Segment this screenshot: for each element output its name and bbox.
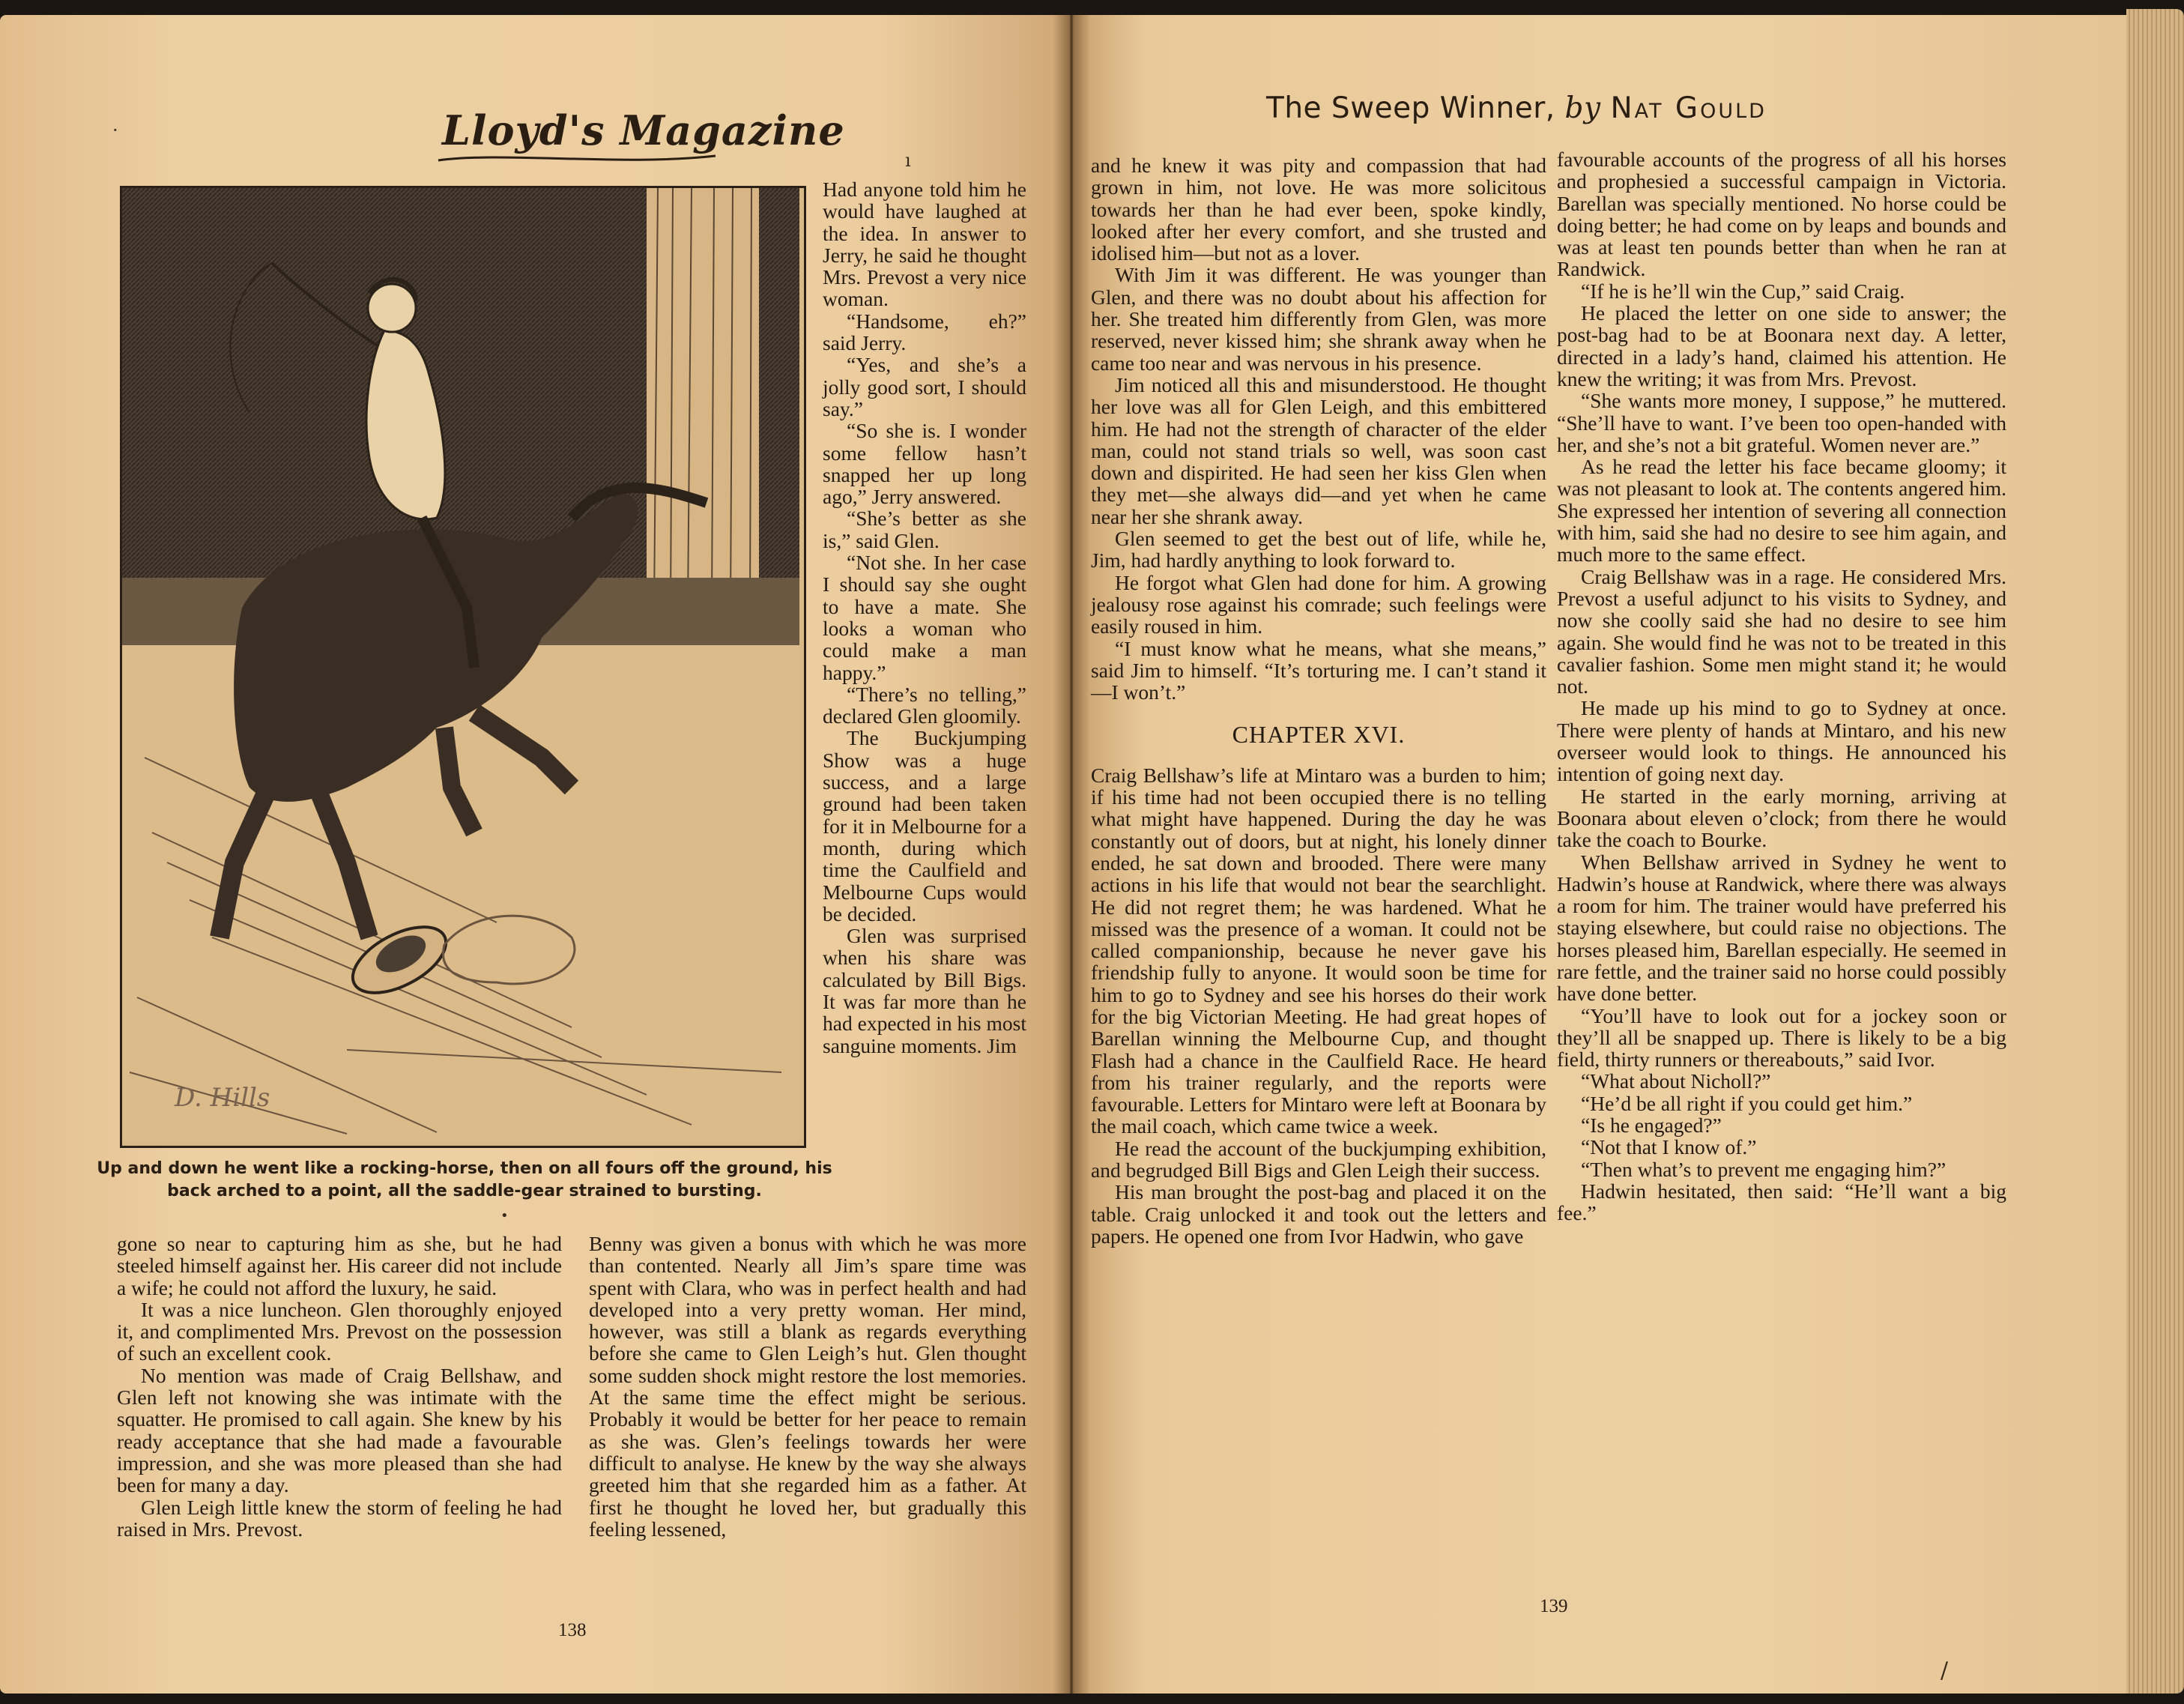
book-gutter	[1053, 15, 1090, 1694]
paragraph: He read the account of the buckjumping exhibition, and begrudged Bill Bigs and Glen Leigh their success.	[1091, 1136, 1546, 1182]
byline-by: by	[1564, 91, 1601, 125]
paragraph: “Not that I know of.”	[1581, 1135, 1757, 1159]
paragraph: “She wants more money, I suppose,” he muttered. “She’ll have to want. I’ve been too open-handed with her, and she’s not a bit grateful. Women never are.”	[1557, 389, 2006, 456]
paragraph: favourable accounts of the progress of all his horses and prophesied a successful campaign in Victoria. Barellan was specially mentioned. No horse could be doing better; he had come on by leaps and bounds and was at least ten pounds better than when he ran at Randwick.	[1557, 148, 2006, 281]
paragraph: “Then what’s to prevent me engaging him?”	[1581, 1157, 1946, 1181]
chapter-heading: CHAPTER XVI.	[1232, 721, 1406, 749]
masthead	[435, 103, 845, 171]
paragraph: Craig Bellshaw was in a rage. He considered Mrs. Prevost a useful adjunct to his visits to Sydney, and now she coolly said she had no desire to see him again. She would find he was not to be treated in this cavalier fashion. Some men might stand it; he would not.	[1557, 564, 2006, 698]
paragraph: “Handsome, eh?” said Jerry.	[823, 309, 1026, 355]
paragraph: Benny was given a bonus with which he was more than contented. Nearly all Jim’s spare time was spent with Clara, who was in perfect health and had developed into a very pretty woman. Her mind, however, was still a blank as regards everything before she came to Glen Leigh’s hut. Glen thought some sudden shock might restore the lost memories. At the same time the effect might be serious. Probably it would be better for her peace to remain as she was. Glen’s feelings towards her were difficult to analyse. He knew by the way she always greeted him that she regarded him as a father. At first he thought he loved her, but gradually this feeling lessened,	[589, 1232, 1026, 1541]
paragraph: “What about Nicholl?”	[1581, 1069, 1771, 1093]
page-number-left: 138	[558, 1620, 587, 1640]
running-head	[1266, 91, 1836, 136]
page-number-right: 139	[1540, 1596, 1568, 1616]
paragraph: “There’s no telling,” declared Glen gloomily.	[823, 682, 1026, 728]
paragraph: Glen Leigh little knew the storm of feeling he had raised in Mrs. Prevost.	[117, 1495, 562, 1541]
paragraph: Craig Bellshaw’s life at Mintaro was a burden to him; if his time had not been occupied there is no telling what might have happened. During the day he was constantly out of doors, but at night, his lonely dinner ended, he sat down and brooded. There were many actions in his life that would not bear the searchlight. He did not regret them; he was hardened. What he missed was the presence of a woman. It could not be called companionship, because he never gave his friendship fully to anyone. It would soon be time for him to go to Sydney and see his horses do their work for the big Victorian Meeting. He had great hopes of Barellan winning the Melbourne Cup, and thought Flash had a chance in the Caulfield Race. He heard from his trainer regularly, and the reports were favourable. Letters for Mintaro were left at Boonara by the mail coach, which came twice a week.	[1091, 763, 1546, 1138]
paragraph: Had anyone told him he would have laughed at the idea. In answer to Jerry, he said he thought Mrs. Prevost a very nice woman.	[823, 178, 1026, 311]
illustration-drawing	[122, 188, 799, 1141]
pencil-mark: /	[1941, 1658, 1949, 1684]
masthead-swash	[435, 150, 719, 166]
paragraph: “So she is. I wonder some fellow hasn’t snapped her up long ago,” Jerry answered.	[823, 419, 1026, 509]
author-name: Nat Gould	[1610, 91, 1767, 125]
paragraph: The Buckjumping Show was a huge success, and a large ground had been taken for it in Melbourne for a month, during which time the Caulfield and Melbourne Cups would be decided.	[823, 726, 1026, 925]
paragraph: “You’ll have to look out for a jockey soon or they’ll all be snapped up. There is likely to be a big field, thirty runners or thereabouts,” said Ivor.	[1557, 1003, 2006, 1072]
masthead-title: Lloyd's Magazine	[442, 106, 845, 154]
paragraph: As he read the letter his face became gloomy; it was not pleasant to look at. The contents angered him. She expressed her intention of severing all connection with him, said she had no desire to see him again, and much more to the same effect.	[1557, 455, 2006, 567]
paragraph: Glen seemed to get the best out of life, while he, Jim, had hardly anything to look forward to.	[1091, 527, 1546, 572]
paragraph: Glen was surprised when his share was calculated by Bill Bigs. It was far more than he had expected in his most sanguine moments. Jim	[823, 924, 1026, 1057]
left-side-column	[823, 178, 1026, 1057]
paragraph: When Bellshaw arrived in Sydney he went to Hadwin’s house at Randwick, where there was always a room for him. The trainer would have preferred his staying elsewhere, but could raise no objections. The horses pleased him, Barellan especially. He seemed in rare fettle, and the trainer said no horse could possibly have done better.	[1557, 850, 2006, 1006]
paragraph: It was a nice luncheon. Glen thoroughly enjoyed it, and complimented Mrs. Prevost on the possession of such an excellent cook.	[117, 1297, 562, 1365]
right-column-2	[1557, 148, 2006, 1224]
paragraph: His man brought the post-bag and placed it on the table. Craig unlocked it and took out the letters and papers. He opened one from Ivor Hadwin, who gave	[1091, 1180, 1546, 1248]
paragraph: gone so near to capturing him as she, but he had steeled himself against her. His career did not include a wife; he could not afford the luxury, he said.	[117, 1232, 562, 1299]
paragraph: “Yes, and she’s a jolly good sort, I should say.”	[823, 353, 1026, 420]
page-edges	[2126, 9, 2184, 1694]
paragraph: “I must know what he means, what she means,” said Jim to himself. “It’s torturing me. I can’t stand it—I won’t.”	[1091, 636, 1546, 704]
paragraph: He started in the early morning, arriving at Boonara about eleven o’clock; from there he would take the coach to Bourke.	[1557, 784, 2006, 852]
left-bottom-column-1	[117, 1233, 562, 1540]
illustration-signature: D. Hills	[175, 1083, 270, 1113]
paragraph: “If he is he’ll win the Cup,” said Craig.	[1581, 279, 1905, 303]
paragraph: He made up his mind to go to Sydney at once. There were plenty of hands at Mintaro, and his new overseer would look to things. He announced his intention of going next day.	[1557, 696, 2006, 786]
left-bottom-column-2	[589, 1233, 1026, 1540]
paragraph: “She’s better as she is,” said Glen.	[823, 507, 1026, 552]
paragraph: With Jim it was different. He was younger than Glen, and there was no doubt about his affection for her. She treated him differently from Glen, was more reserved, never kissed him; she shrank away when he came too near and was nervous in his presence.	[1091, 263, 1546, 375]
paragraph: He placed the letter on one side to answer; the post-bag had to be at Boonara next day. A letter, directed in a lady’s hand, claimed his attention. He knew the writing; it was from Mrs. Prevost.	[1557, 301, 2006, 390]
paragraph: and he knew it was pity and compassion that had grown in him, not love. He was more solicitous towards her than he had ever been, spoke kindly, looked after her every comfort, and she trusted and idolised him—but not as a lover.	[1091, 154, 1546, 265]
paragraph: Hadwin hesitated, then said: “He’ll want a big fee.”	[1557, 1179, 2006, 1225]
illustration-buckjumping-horse	[120, 186, 806, 1148]
page-speck: •	[500, 1208, 509, 1224]
story-title: The Sweep Winner,	[1266, 91, 1555, 125]
right-column-1	[1091, 154, 1546, 1247]
page-speck: ·	[112, 120, 118, 141]
paragraph: “Not she. In her case I should say she ought to have a mate. She looks a woman who could make a man happy.”	[823, 551, 1026, 684]
paragraph: “He’d be all right if you could get him.”	[1581, 1091, 1913, 1115]
paragraph: Jim noticed all this and misunderstood. He thought her love was all for Glen Leigh, and this embittered him. He had not the strength of character of the elder man, could not stand trials so well, was soon cast down and dispirited. He had seen her kiss Glen when they met—she always did—and yet when he came near her she shrank away.	[1091, 372, 1546, 528]
page-speck: ı	[905, 150, 911, 171]
paragraph: No mention was made of Craig Bellshaw, and Glen left not knowing she was intimate with the squatter. He promised to call again. She knew by his ready acceptance that she had made a favourable impression, and she was more pleased than she had been for many a day.	[117, 1363, 562, 1497]
paragraph: He forgot what Glen had done for him. A growing jealousy rose against his comrade; such feelings were easily roused in him.	[1091, 570, 1546, 638]
illustration-caption: Up and down he went like a rocking-horse, then on all fours off the ground, his back arched to a point, all the saddle-gear strained to bursting.	[97, 1159, 832, 1200]
paragraph: “Is he engaged?”	[1581, 1114, 1722, 1137]
